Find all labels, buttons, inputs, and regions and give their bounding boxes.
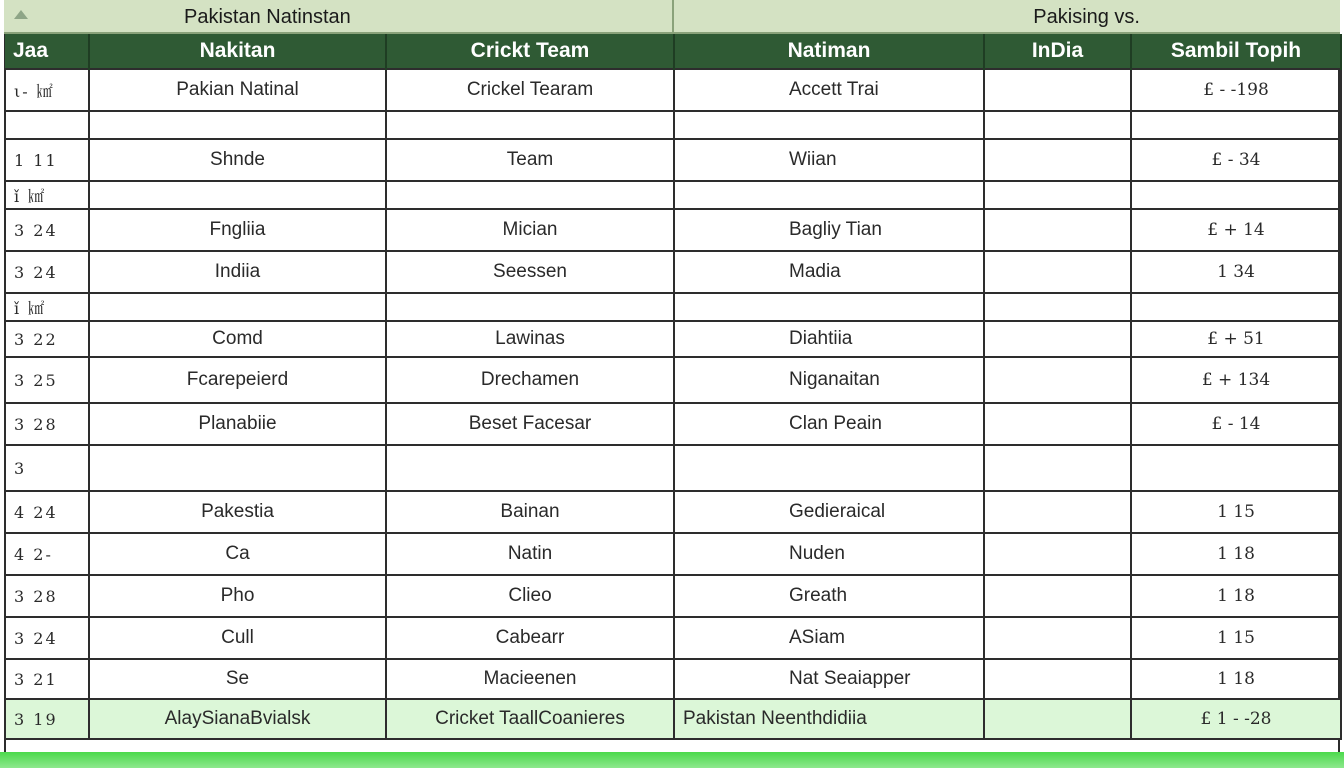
column-header[interactable]: Natiman (674, 34, 984, 69)
nation-cell-text: Nat Seaiapper (789, 668, 911, 689)
row-number-text: 4 2- (14, 544, 53, 564)
team-cell (386, 445, 674, 491)
row-number (5, 403, 89, 445)
team-cell (386, 293, 674, 321)
row-number-text: 3 22 (14, 329, 58, 349)
row-number-text: 3 28 (14, 414, 58, 434)
nation-cell-text: Pakistan Neenthdidiia (683, 708, 867, 729)
row-number (5, 659, 89, 699)
name-cell (89, 575, 386, 617)
amount-cell-text: 1 34 (1217, 262, 1255, 282)
data-table (4, 34, 1342, 740)
india-cell (984, 659, 1131, 699)
nation-cell-text: Gedieraical (789, 501, 886, 522)
team-cell (386, 321, 674, 357)
team-cell (386, 69, 674, 111)
amount-cell (1131, 357, 1341, 403)
nation-cell (674, 111, 984, 139)
name-cell (89, 209, 386, 251)
india-cell (984, 403, 1131, 445)
india-cell (984, 533, 1131, 575)
amount-cell-text: £ + 14 (1207, 220, 1265, 240)
amount-cell (1131, 403, 1341, 445)
row-number (5, 491, 89, 533)
nation-cell-text: Madia (789, 261, 841, 282)
amount-cell (1131, 251, 1341, 293)
table-row[interactable] (5, 533, 1341, 575)
table-row[interactable] (5, 111, 1341, 139)
name-cell-text: Ca (225, 543, 250, 564)
name-cell (89, 357, 386, 403)
column-header[interactable]: Jaa (5, 34, 89, 69)
team-cell (386, 403, 674, 445)
team-cell-text: Lawinas (495, 328, 565, 349)
table-row[interactable] (5, 403, 1341, 445)
nation-cell (674, 491, 984, 533)
nation-cell (674, 617, 984, 659)
row-number-text: ǐ ㎢ (14, 186, 47, 206)
name-cell (89, 533, 386, 575)
amount-cell (1131, 321, 1341, 357)
name-cell-text: Pho (220, 585, 255, 606)
amount-cell-text: £ - -198 (1203, 80, 1269, 100)
team-cell (386, 659, 674, 699)
row-number-text: ι- ㎢ (14, 81, 55, 101)
nation-cell-text: Niganaitan (789, 369, 880, 390)
team-cell-text: Natin (507, 543, 553, 564)
title-divider (672, 0, 674, 34)
india-cell (984, 617, 1131, 659)
india-cell (984, 209, 1131, 251)
table-row[interactable] (5, 251, 1341, 293)
nation-cell-text: ASiam (789, 627, 845, 648)
left-title: Pakistan Natinstan (184, 6, 351, 28)
table-row[interactable] (5, 699, 1341, 739)
amount-cell-text: £ - 34 (1211, 150, 1261, 170)
india-cell (984, 139, 1131, 181)
name-cell (89, 321, 386, 357)
name-cell-text: Indiia (214, 261, 261, 282)
team-cell (386, 575, 674, 617)
row-number (5, 69, 89, 111)
collapse-triangle-icon[interactable] (14, 10, 28, 19)
row-number (5, 209, 89, 251)
nation-cell (674, 209, 984, 251)
name-cell-text: Se (225, 668, 250, 689)
india-cell (984, 699, 1131, 739)
name-cell (89, 69, 386, 111)
row-number (5, 445, 89, 491)
amount-cell (1131, 445, 1341, 491)
india-cell (984, 251, 1131, 293)
table-row[interactable] (5, 357, 1341, 403)
india-cell (984, 293, 1131, 321)
amount-cell (1131, 293, 1341, 321)
row-number-text: 3 24 (14, 220, 58, 240)
nation-cell-text: Greath (789, 585, 848, 606)
name-cell-text: Fcarepeierd (186, 369, 289, 390)
nation-cell (674, 181, 984, 209)
nation-cell-text: Diahtiia (789, 328, 853, 349)
team-cell-text: Crickel Tearam (466, 79, 594, 100)
team-cell-text: Cricket TaallCoanieres (435, 708, 625, 729)
nation-cell (674, 321, 984, 357)
amount-cell (1131, 181, 1341, 209)
row-number (5, 111, 89, 139)
row-number-text: 3 25 (14, 370, 58, 390)
team-cell-text: Macieenen (483, 668, 577, 689)
row-number (5, 181, 89, 209)
team-cell (386, 533, 674, 575)
name-cell-text: Shnde (210, 149, 265, 170)
row-number-text: ǐ ㎢ (14, 298, 47, 318)
table-row[interactable] (5, 181, 1341, 209)
name-cell (89, 617, 386, 659)
nation-cell (674, 533, 984, 575)
nation-cell-text: Nuden (789, 543, 845, 564)
table-row[interactable] (5, 491, 1341, 533)
nation-cell (674, 357, 984, 403)
nation-cell (674, 699, 984, 739)
table-row[interactable] (5, 139, 1341, 181)
table-row[interactable] (5, 321, 1341, 357)
team-cell-text: Clieo (508, 585, 552, 606)
amount-cell (1131, 617, 1341, 659)
table-row[interactable] (5, 293, 1341, 321)
name-cell (89, 659, 386, 699)
amount-cell (1131, 533, 1341, 575)
column-header[interactable]: Crickt Team (386, 34, 674, 69)
table-row[interactable] (5, 209, 1341, 251)
india-cell (984, 357, 1131, 403)
amount-cell (1131, 209, 1341, 251)
name-cell (89, 293, 386, 321)
nation-cell (674, 445, 984, 491)
amount-cell-text: 1 15 (1217, 502, 1255, 522)
india-cell (984, 491, 1131, 533)
india-cell (984, 445, 1131, 491)
column-header[interactable]: Sambil Topih (1131, 34, 1341, 69)
name-cell-text: AlaySianaBvialsk (164, 708, 311, 729)
row-number (5, 575, 89, 617)
table-row[interactable] (5, 617, 1341, 659)
team-cell-text: Mician (502, 219, 558, 240)
nation-cell-text: Accett Trai (789, 79, 879, 100)
amount-cell (1131, 111, 1341, 139)
header-row (5, 34, 1341, 69)
amount-cell (1131, 139, 1341, 181)
row-number (5, 699, 89, 739)
nation-cell-text: Bagliy Tian (789, 219, 882, 240)
name-cell (89, 699, 386, 739)
team-cell (386, 139, 674, 181)
amount-cell-text: £ 1 - -28 (1200, 709, 1272, 729)
name-cell (89, 181, 386, 209)
amount-cell-text: 1 18 (1217, 544, 1255, 564)
india-cell (984, 321, 1131, 357)
amount-cell (1131, 699, 1341, 739)
team-cell-text: Team (506, 149, 554, 170)
team-cell (386, 111, 674, 139)
row-number (5, 617, 89, 659)
table-row[interactable] (5, 69, 1341, 111)
nation-cell (674, 69, 984, 111)
nation-cell (674, 659, 984, 699)
table-row[interactable] (5, 659, 1341, 699)
team-cell-text: Seessen (493, 261, 567, 282)
amount-cell-text: £ + 51 (1207, 329, 1265, 349)
name-cell-text: Comd (212, 328, 263, 349)
amount-cell-text: £ - 14 (1211, 414, 1261, 434)
india-cell (984, 111, 1131, 139)
column-header[interactable]: InDia (984, 34, 1131, 69)
team-cell-text: Drechamen (480, 369, 580, 390)
column-header[interactable]: Nakitan (89, 34, 386, 69)
bottom-status-bar (0, 752, 1344, 768)
team-cell (386, 181, 674, 209)
nation-cell (674, 251, 984, 293)
row-number-text: 4 24 (14, 502, 58, 522)
india-cell (984, 575, 1131, 617)
name-cell (89, 139, 386, 181)
nation-cell (674, 293, 984, 321)
row-number (5, 293, 89, 321)
row-number (5, 533, 89, 575)
name-cell (89, 445, 386, 491)
row-number (5, 321, 89, 357)
right-title: Pakising vs. (1033, 6, 1140, 28)
name-cell-text: Cull (221, 627, 254, 648)
amount-cell-text: 1 18 (1217, 669, 1255, 689)
title-bar (4, 0, 1340, 34)
team-cell (386, 617, 674, 659)
team-cell-text: Beset Facesar (468, 413, 592, 434)
row-number-text: 3 28 (14, 586, 58, 606)
team-cell (386, 357, 674, 403)
row-number-text: 3 24 (14, 262, 58, 282)
row-number (5, 251, 89, 293)
name-cell (89, 491, 386, 533)
team-cell (386, 491, 674, 533)
name-cell-text: Pakian Natinal (176, 79, 299, 100)
row-number-text: 3 19 (14, 709, 58, 729)
name-cell-text: Pakestia (201, 501, 274, 522)
table-row[interactable] (5, 575, 1341, 617)
india-cell (984, 181, 1131, 209)
row-number-text: 3 (14, 458, 27, 478)
name-cell-text: Planabiie (198, 413, 277, 434)
team-cell-text: Bainan (500, 501, 560, 522)
row-number (5, 357, 89, 403)
name-cell (89, 403, 386, 445)
india-cell (984, 69, 1131, 111)
amount-cell-text: 1 18 (1217, 586, 1255, 606)
amount-cell (1131, 659, 1341, 699)
amount-cell-text: 1 15 (1217, 628, 1255, 648)
table-row[interactable] (5, 445, 1341, 491)
name-cell-text: Fngliia (209, 219, 266, 240)
nation-cell (674, 575, 984, 617)
amount-cell (1131, 491, 1341, 533)
nation-cell-text: Clan Peain (789, 413, 882, 434)
name-cell (89, 251, 386, 293)
nation-cell-text: Wiian (789, 149, 837, 170)
nation-cell (674, 139, 984, 181)
row-number-text: 3 24 (14, 628, 58, 648)
amount-cell-text: £ + 134 (1201, 370, 1271, 390)
team-cell (386, 251, 674, 293)
row-number (5, 139, 89, 181)
team-cell-text: Cabearr (495, 627, 565, 648)
name-cell (89, 111, 386, 139)
team-cell (386, 699, 674, 739)
amount-cell (1131, 69, 1341, 111)
row-number-text: 3 21 (14, 669, 58, 689)
nation-cell (674, 403, 984, 445)
row-number-text: 1 11 (14, 150, 58, 170)
team-cell (386, 209, 674, 251)
amount-cell (1131, 575, 1341, 617)
